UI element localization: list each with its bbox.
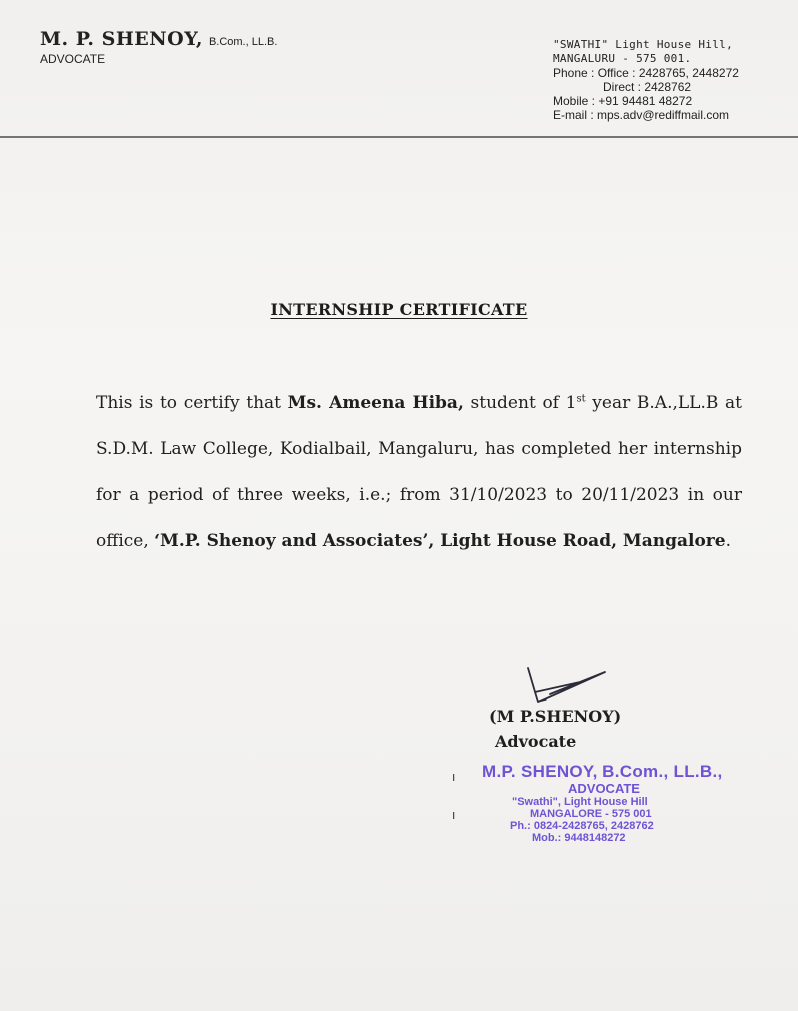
stamp-name-row (482, 762, 740, 782)
mark: ı (452, 770, 456, 784)
signatory-designation: Advocate (495, 732, 577, 751)
letterhead-phone-office: Phone : Office : 2428765, 2448272 (553, 66, 739, 80)
signatory-name: (M P.SHENOY) (489, 707, 622, 726)
body-details: year B.A.,LL.B at S.D.M. Law College, Kodialbail, Mangaluru, has completed her internship for a period of three weeks, i.e.; from 31/10/2023 to 20/11/2023 in our office, (96, 393, 742, 551)
stamp-address-line2: MANGALORE - 575 001 (530, 808, 652, 820)
ordinal-suffix: st (576, 393, 586, 405)
letterhead-name: M. P. SHENOY, (40, 28, 203, 50)
letterhead-mobile: Mobile : +91 94481 48272 (553, 94, 693, 108)
mark: ı (452, 808, 456, 822)
letterhead-qualifications: B.Com., LL.B. (208, 36, 278, 48)
handwritten-signature-icon (520, 662, 615, 707)
letterhead-divider (0, 136, 798, 138)
student-name: Ms. Ameena Hiba, (287, 393, 464, 413)
stamp-designation: ADVOCATE (568, 781, 640, 796)
stamp-address-line1: "Swathi", Light House Hill (512, 796, 648, 808)
letterhead-contact (553, 38, 783, 122)
advocate-stamp (470, 762, 740, 844)
stamp-margin-marks (452, 758, 455, 834)
letterhead-left (40, 28, 277, 66)
certificate-body (96, 380, 742, 564)
certificate-title: INTERNSHIP CERTIFICATE (270, 300, 528, 319)
letterhead-email: E-mail : mps.adv@rediffmail.com (553, 108, 730, 122)
stamp-phone: Ph.: 0824-2428765, 2428762 (510, 820, 654, 832)
letterhead-address-line2: MANGALURU - 575 001. (553, 52, 692, 65)
body-end: . (725, 531, 731, 551)
body-student-of: student of 1 (463, 393, 577, 413)
stamp-name: M.P. SHENOY, (482, 762, 598, 781)
letterhead-address-line1: "SWATHI" Light House Hill, (553, 38, 733, 51)
office-name: ‘M.P. Shenoy and Associates’, Light House Road, Mangalore (154, 531, 726, 551)
letterhead-designation: ADVOCATE (40, 52, 106, 66)
letterhead-phone-direct: Direct : 2428762 (603, 80, 692, 94)
letterhead-name-row (40, 28, 277, 50)
signatory-block (489, 704, 621, 754)
body-intro: This is to certify that (96, 393, 288, 413)
stamp-mobile: Mob.: 9448148272 (532, 832, 626, 844)
stamp-qualifications: B.Com., LL.B., (602, 762, 723, 781)
